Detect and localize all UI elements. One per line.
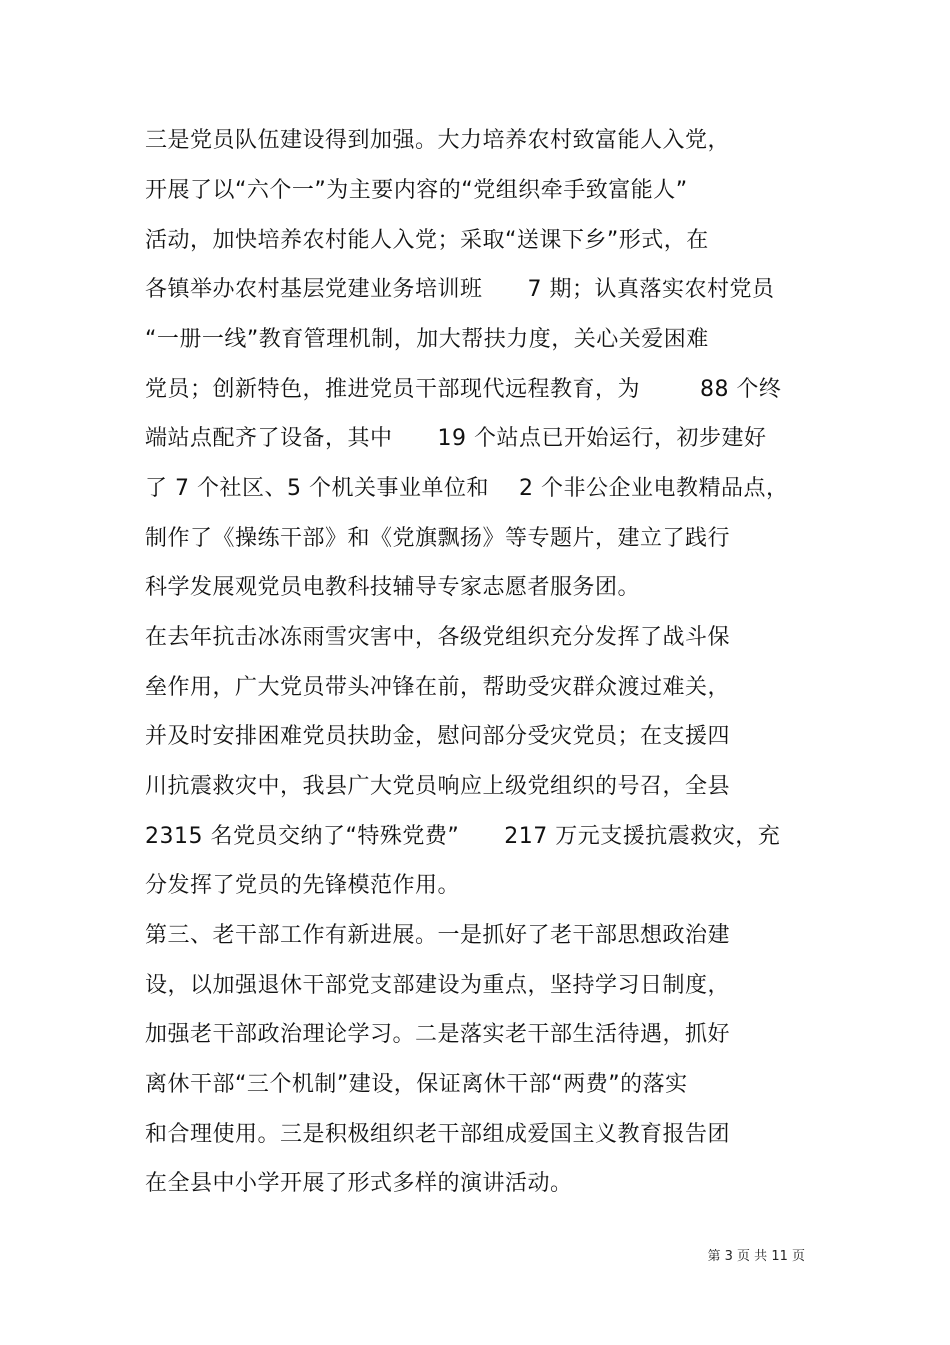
- text-line: 开展了以“六个一”为主要内容的“党组织牵手致富能人”: [145, 178, 688, 203]
- text-line: 分发挥了党员的先锋模范作用。: [145, 873, 461, 898]
- text-line: 了 7 个社区、5 个机关事业单位和 2 个非公企业电教精品点，: [145, 476, 789, 501]
- text-line: “一册一线”教育管理机制，加大帮扶力度，关心关爱困难: [145, 327, 709, 352]
- text-line: 三是党员队伍建设得到加强。大力培养农村致富能人入党，: [145, 128, 731, 153]
- text-line: 活动，加快培养农村能人入党；采取“送课下乡”形式，在: [145, 228, 709, 253]
- text-line: 党员；创新特色，推进党员干部现代远程教育，为 88 个终: [145, 377, 782, 402]
- text-line: 第三、老干部工作有新进展。一是抓好了老干部思想政治建: [145, 923, 731, 948]
- text-line: 2315 名党员交纳了“特殊党费” 217 万元支援抗震救灾，充: [145, 824, 781, 849]
- text-line: 川抗震救灾中，我县广大党员响应上级党组织的号召，全县: [145, 774, 731, 799]
- text-line: 离休干部“三个机制”建设，保证离休干部“两费”的落实: [145, 1072, 688, 1097]
- page-number-footer: 第 3 页 共 11 页: [707, 1249, 805, 1264]
- text-line: 并及时安排困难党员扶助金，慰问部分受灾党员；在支援四: [145, 724, 731, 749]
- text-line: 端站点配齐了设备，其中 19 个站点已开始运行，初步建好: [145, 426, 767, 451]
- text-line: 和合理使用。三是积极组织老干部组成爱国主义教育报告团: [145, 1122, 731, 1147]
- text-line: 加强老干部政治理论学习。二是落实老干部生活待遇，抓好: [145, 1022, 731, 1047]
- text-line: 各镇举办农村基层党建业务培训班 7 期；认真落实农村党员: [145, 277, 775, 302]
- text-line: 科学发展观党员电教科技辅导专家志愿者服务团。: [145, 575, 641, 600]
- text-line: 在去年抗击冰冻雨雪灾害中，各级党组织充分发挥了战斗保: [145, 625, 731, 650]
- text-line: 设，以加强退休干部党支部建设为重点，坚持学习日制度，: [145, 973, 731, 998]
- text-line: 制作了《操练干部》和《党旗飘扬》等专题片，建立了践行: [145, 526, 731, 551]
- text-line: 垒作用，广大党员带头冲锋在前，帮助受灾群众渡过难关，: [145, 675, 731, 700]
- text-line: 在全县中小学开展了形式多样的演讲活动。: [145, 1171, 573, 1196]
